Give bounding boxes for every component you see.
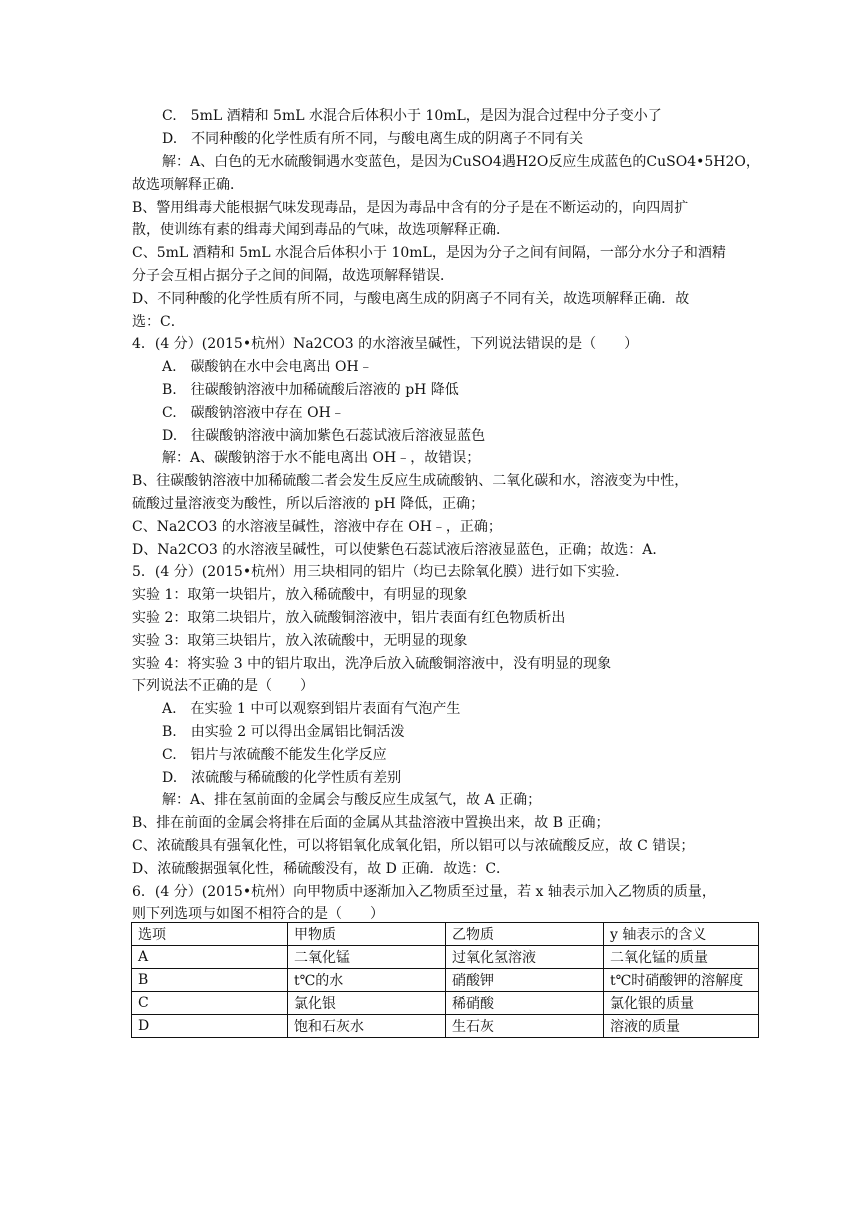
- table-cell: 二氧化锰: [288, 946, 446, 969]
- q3-solution-d: D、不同种酸的化学性质有所不同，与酸电离生成的阴离子不同有关，故选项解释正确．故: [132, 291, 690, 307]
- table-row: [132, 1015, 759, 1038]
- table-header-cell: 甲物质: [288, 923, 446, 946]
- q5-experiment-2: 实验 2：取第二块铝片，放入硫酸铜溶液中，铝片表面有红色物质析出: [132, 610, 566, 626]
- q4-option-c: C. 碳酸钠溶液中存在 OH﹣: [162, 405, 345, 421]
- table-cell: t℃时硝酸钾的溶解度: [604, 969, 759, 992]
- table-cell: 氯化银: [288, 992, 446, 1015]
- q4-option-b: B. 往碳酸钠溶液中加稀硫酸后溶液的 pH 降低: [162, 382, 459, 398]
- q5-experiment-4: 实验 4：将实验 3 中的铝片取出，洗净后放入硫酸铜溶液中，没有明显的现象: [132, 656, 612, 672]
- table-cell: 稀硝酸: [446, 992, 604, 1015]
- q3-answer: 选：C．: [132, 314, 185, 330]
- table-cell: 过氧化氢溶液: [446, 946, 604, 969]
- q5-solution-d: D、浓硫酸据强氧化性，稀硫酸没有，故 D 正确．故选：C．: [132, 861, 511, 877]
- table-cell: 生石灰: [446, 1015, 604, 1038]
- q3-solution-b: B、警用缉毒犬能根据气味发现毒品，是因为毒品中含有的分子是在不断运动的，向四周扩: [132, 200, 689, 216]
- table-cell: C: [132, 992, 288, 1015]
- table-row: [132, 969, 759, 992]
- q6-question: 则下列选项与如图不相符合的是（ ）: [132, 906, 384, 922]
- q3-solution-b-cont: 散，使训练有素的缉毒犬闻到毒品的气味，故选项解释正确．: [132, 222, 510, 238]
- table-row: [132, 992, 759, 1015]
- q3-option-d: D. 不同种酸的化学性质有所不同，与酸电离生成的阴离子不同有关: [162, 131, 584, 147]
- q5-stem: 5．(4 分）(2015•杭州）用三块相同的铝片（均已去除氧化膜）进行如下实验．: [132, 564, 630, 580]
- q5-option-c: C. 铝片与浓硫酸不能发生化学反应: [162, 747, 387, 763]
- q3-solution-a-cont: 故选项解释正确．: [132, 177, 244, 193]
- q6-options-table: [131, 922, 759, 1038]
- table-cell: B: [132, 969, 288, 992]
- q4-solution-c: C、Na2CO3 的水溶液呈碱性，溶液中存在 OH﹣，正确；: [132, 519, 502, 535]
- q4-option-a: A. 碳酸钠在水中会电离出 OH﹣: [162, 359, 373, 375]
- table-row: [132, 946, 759, 969]
- table-header-cell: y 轴表示的含义: [604, 923, 759, 946]
- q5-option-b: B. 由实验 2 可以得出金属铝比铜活泼: [162, 724, 405, 740]
- table-header-cell: 选项: [132, 923, 288, 946]
- q4-solution-d: D、Na2CO3 的水溶液呈碱性，可以使紫色石蕊试液后溶液显蓝色，正确；故选：A．: [132, 542, 667, 558]
- q4-solution-b: B、往碳酸钠溶液中加稀硫酸二者会发生反应生成硫酸钠、二氧化碳和水，溶液变为中性，: [132, 473, 689, 489]
- q5-option-a: A. 在实验 1 中可以观察到铝片表面有气泡产生: [162, 701, 461, 717]
- table-cell: 二氧化锰的质量: [604, 946, 759, 969]
- q5-experiment-3: 实验 3：取第三块铝片，放入浓硫酸中，无明显的现象: [132, 633, 468, 649]
- table-cell: 饱和石灰水: [288, 1015, 446, 1038]
- q3-option-c: C. 5mL 酒精和 5mL 水混合后体积小于 10mL，是因为混合过程中分子变小了: [162, 108, 662, 124]
- q5-option-d: D. 浓硫酸与稀硫酸的化学性质有差别: [162, 770, 402, 786]
- table-cell: t℃的水: [288, 969, 446, 992]
- table-cell: 溶液的质量: [604, 1015, 759, 1038]
- q4-option-d: D. 往碳酸钠溶液中滴加紫色石蕊试液后溶液显蓝色: [162, 428, 486, 444]
- table-cell: D: [132, 1015, 288, 1038]
- table-cell: A: [132, 946, 288, 969]
- q4-solution-a: 解：A、碳酸钠溶于水不能电离出 OH﹣，故错误；: [162, 450, 481, 466]
- q5-solution-b: B、排在前面的金属会将排在后面的金属从其盐溶液中置换出来，故 B 正确；: [132, 815, 610, 831]
- table-header-cell: 乙物质: [446, 923, 604, 946]
- q5-question: 下列说法不正确的是（ ）: [132, 678, 314, 694]
- q6-stem: 6．(4 分）(2015•杭州）向甲物质中逐渐加入乙物质至过量，若 x 轴表示加入乙物质的质量，: [132, 884, 716, 900]
- q3-solution-c: C、5mL 酒精和 5mL 水混合后体积小于 10mL，是因为分子之间有间隔，一部分水分子和酒精: [132, 245, 726, 261]
- q3-solution-c-cont: 分子会互相占据分子之间的间隔，故选项解释错误．: [132, 268, 454, 284]
- q4-stem: 4．(4 分）(2015•杭州）Na2CO3 的水溶液呈碱性，下列说法错误的是（ ）: [132, 336, 639, 352]
- q4-solution-b-cont: 硫酸过量溶液变为酸性，所以后溶液的 pH 降低，正确；: [132, 496, 485, 512]
- table-header-row: [132, 923, 759, 946]
- table-cell: 硝酸钾: [446, 969, 604, 992]
- q5-experiment-1: 实验 1：取第一块铝片，放入稀硫酸中，有明显的现象: [132, 587, 468, 603]
- q5-solution-a: 解：A、排在氢前面的金属会与酸反应生成氢气，故 A 正确；: [162, 792, 542, 808]
- q5-solution-c: C、浓硫酸具有强氧化性，可以将铝氧化成氧化铝，所以铝可以与浓硫酸反应，故 C 错误；: [132, 838, 695, 854]
- q3-solution-a: 解：A、白色的无水硫酸铜遇水变蓝色，是因为CuSO4遇H2O反应生成蓝色的CuSO4•5H2O，: [162, 154, 760, 170]
- table-cell: 氯化银的质量: [604, 992, 759, 1015]
